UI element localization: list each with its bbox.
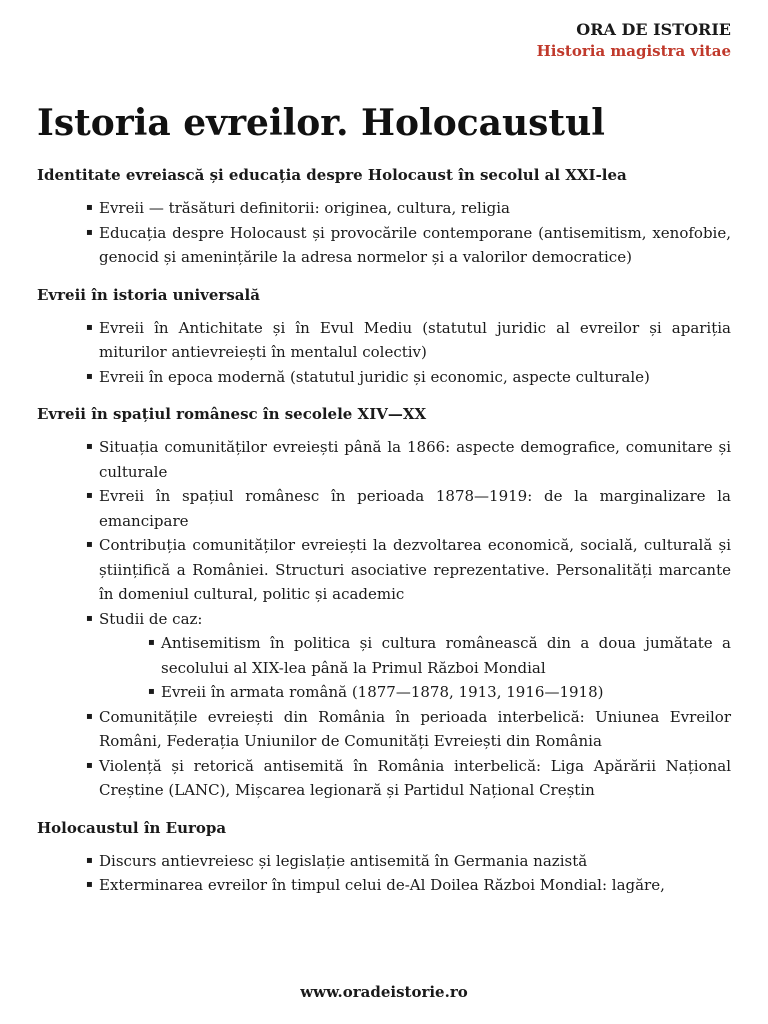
sub-bullet-list xyxy=(161,631,731,705)
list-item: ▪ Evreii — trăsături definitorii: originea, cultura, religia xyxy=(99,196,731,221)
list-item: ▪ Educația despre Holocaust și provocările contemporane (antisemitism, xenofobie, genocid și amenințările la adresa normelor și a valorilor democratice) xyxy=(99,221,731,270)
section-heading: Evreii în spațiul românesc în secolele XIV—XX xyxy=(37,405,427,423)
section-heading: Evreii în istoria universală xyxy=(37,285,260,304)
list-item: ▪ Evreii în spațiul românesc în perioada 1878—1919: de la marginalizare la emancipare xyxy=(99,484,731,533)
sub-list-item: ▪ Antisemitism în politica și cultura românească din a doua jumătate a secolului al XIX-lea până la Primul Război Mondial xyxy=(161,631,731,680)
list-item: ▪ Contribuția comunităților evreiești la dezvoltarea economică, socială, culturală și științifică a României. Structuri asociative reprezentative. Personalități marcante în domeniul cultural, politic și academic xyxy=(99,533,731,607)
list-item: ▪ Evreii în Antichitate și în Evul Mediu (statutul juridic al evreilor și apariția miturilor antievreiești în mentalul colectiv) xyxy=(99,316,731,365)
site-header xyxy=(537,20,731,63)
list-item: ▪ Violență și retorică antisemită în România interbelică: Liga Apărării Național Creștine (LANC), Mișcarea legionară și Partidul Național Creștin xyxy=(99,754,731,803)
section-identity xyxy=(37,164,731,270)
section-universal-history xyxy=(37,284,731,390)
list-item: ▪ Situația comunităților evreiești până la 1866: aspecte demografice, comunitare și culturale xyxy=(99,435,731,484)
list-item: ▪ Exterminarea evreilor în timpul celui de-Al Doilea Război Mondial: lagăre, xyxy=(99,873,731,898)
section-romanian-space xyxy=(37,403,731,803)
site-name: ORA DE ISTORIE xyxy=(576,20,731,39)
case-studies-label: Studii de caz: xyxy=(99,609,203,628)
page-title: Istoria evreilor. Holocaustul xyxy=(37,102,605,144)
section-holocaust-europe xyxy=(37,817,731,898)
bullet-list xyxy=(99,849,731,898)
bullet-list xyxy=(99,196,731,270)
site-tagline: Historia magistra vitae xyxy=(536,42,731,60)
list-item: ▪ Evreii în epoca modernă (statutul juridic și economic, aspecte culturale) xyxy=(99,365,731,390)
sub-list-item: ▪ Evreii în armata română (1877—1878, 1913, 1916—1918) xyxy=(161,680,731,705)
bullet-list xyxy=(99,316,731,390)
section-heading: Identitate evreiască și educația despre Holocaust în secolul al XXI-lea xyxy=(37,166,627,184)
list-item-case-studies xyxy=(99,607,731,705)
list-item: ▪ Discurs antievreiesc și legislație antisemită în Germania nazistă xyxy=(99,849,731,874)
footer-url: www.oradeistorie.ro xyxy=(300,983,468,1001)
bullet-list xyxy=(99,435,731,803)
list-item: ▪ Comunitățile evreiești din România în perioada interbelică: Uniunea Evreilor Români, Federația Uniunilor de Comunități Evreiești din România xyxy=(99,705,731,754)
document-body xyxy=(37,100,731,898)
section-heading: Holocaustul în Europa xyxy=(37,818,227,837)
